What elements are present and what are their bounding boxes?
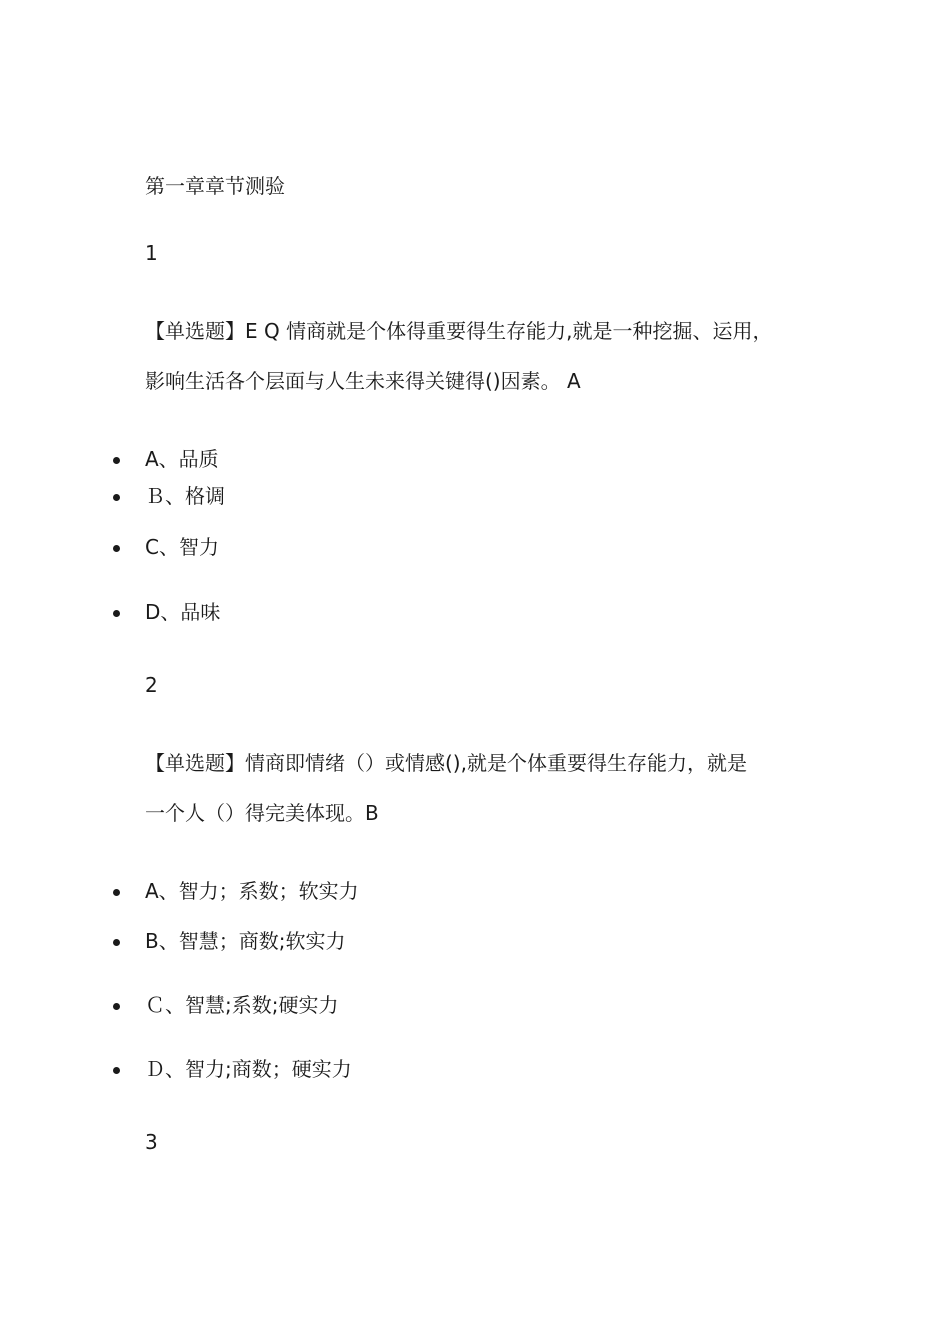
- bullet-icon: [113, 610, 120, 617]
- bullet-icon: [113, 889, 120, 896]
- question-2-option-b: B、智慧；商数;软实力: [145, 929, 346, 953]
- question-1-option-d: D、品味: [145, 600, 221, 624]
- bullet-icon: [113, 939, 120, 946]
- question-1-option-b: Ｂ、格调: [145, 484, 225, 508]
- question-1-option-c: C、智力: [145, 535, 219, 559]
- bullet-icon: [113, 1003, 120, 1010]
- question-1-option-a: A、品质: [145, 447, 219, 471]
- question-1-text-line-2: 影响生活各个层面与人生未来得关键得()因素。 A: [145, 369, 581, 393]
- question-number-2: 2: [145, 673, 158, 697]
- question-2-text-line-1: 【单选题】情商即情绪（）或情感(),就是个体重要得生存能力，就是: [145, 751, 747, 775]
- question-number-3: 3: [145, 1130, 158, 1154]
- question-2-option-a: A、智力；系数；软实力: [145, 879, 359, 903]
- question-2-option-c: Ｃ、智慧;系数;硬实力: [145, 993, 339, 1017]
- question-2-text-line-2: 一个人（）得完美体现。B: [145, 801, 379, 825]
- bullet-icon: [113, 457, 120, 464]
- question-number-1: 1: [145, 241, 158, 265]
- bullet-icon: [113, 1067, 120, 1074]
- question-1-text-line-1: 【单选题】E Q 情商就是个体得重要得生存能力,就是一种挖掘、运用，: [145, 319, 773, 343]
- question-2-option-d: Ｄ、智力;商数；硬实力: [145, 1057, 352, 1081]
- chapter-title: 第一章章节测验: [145, 174, 285, 198]
- bullet-icon: [113, 545, 120, 552]
- bullet-icon: [113, 494, 120, 501]
